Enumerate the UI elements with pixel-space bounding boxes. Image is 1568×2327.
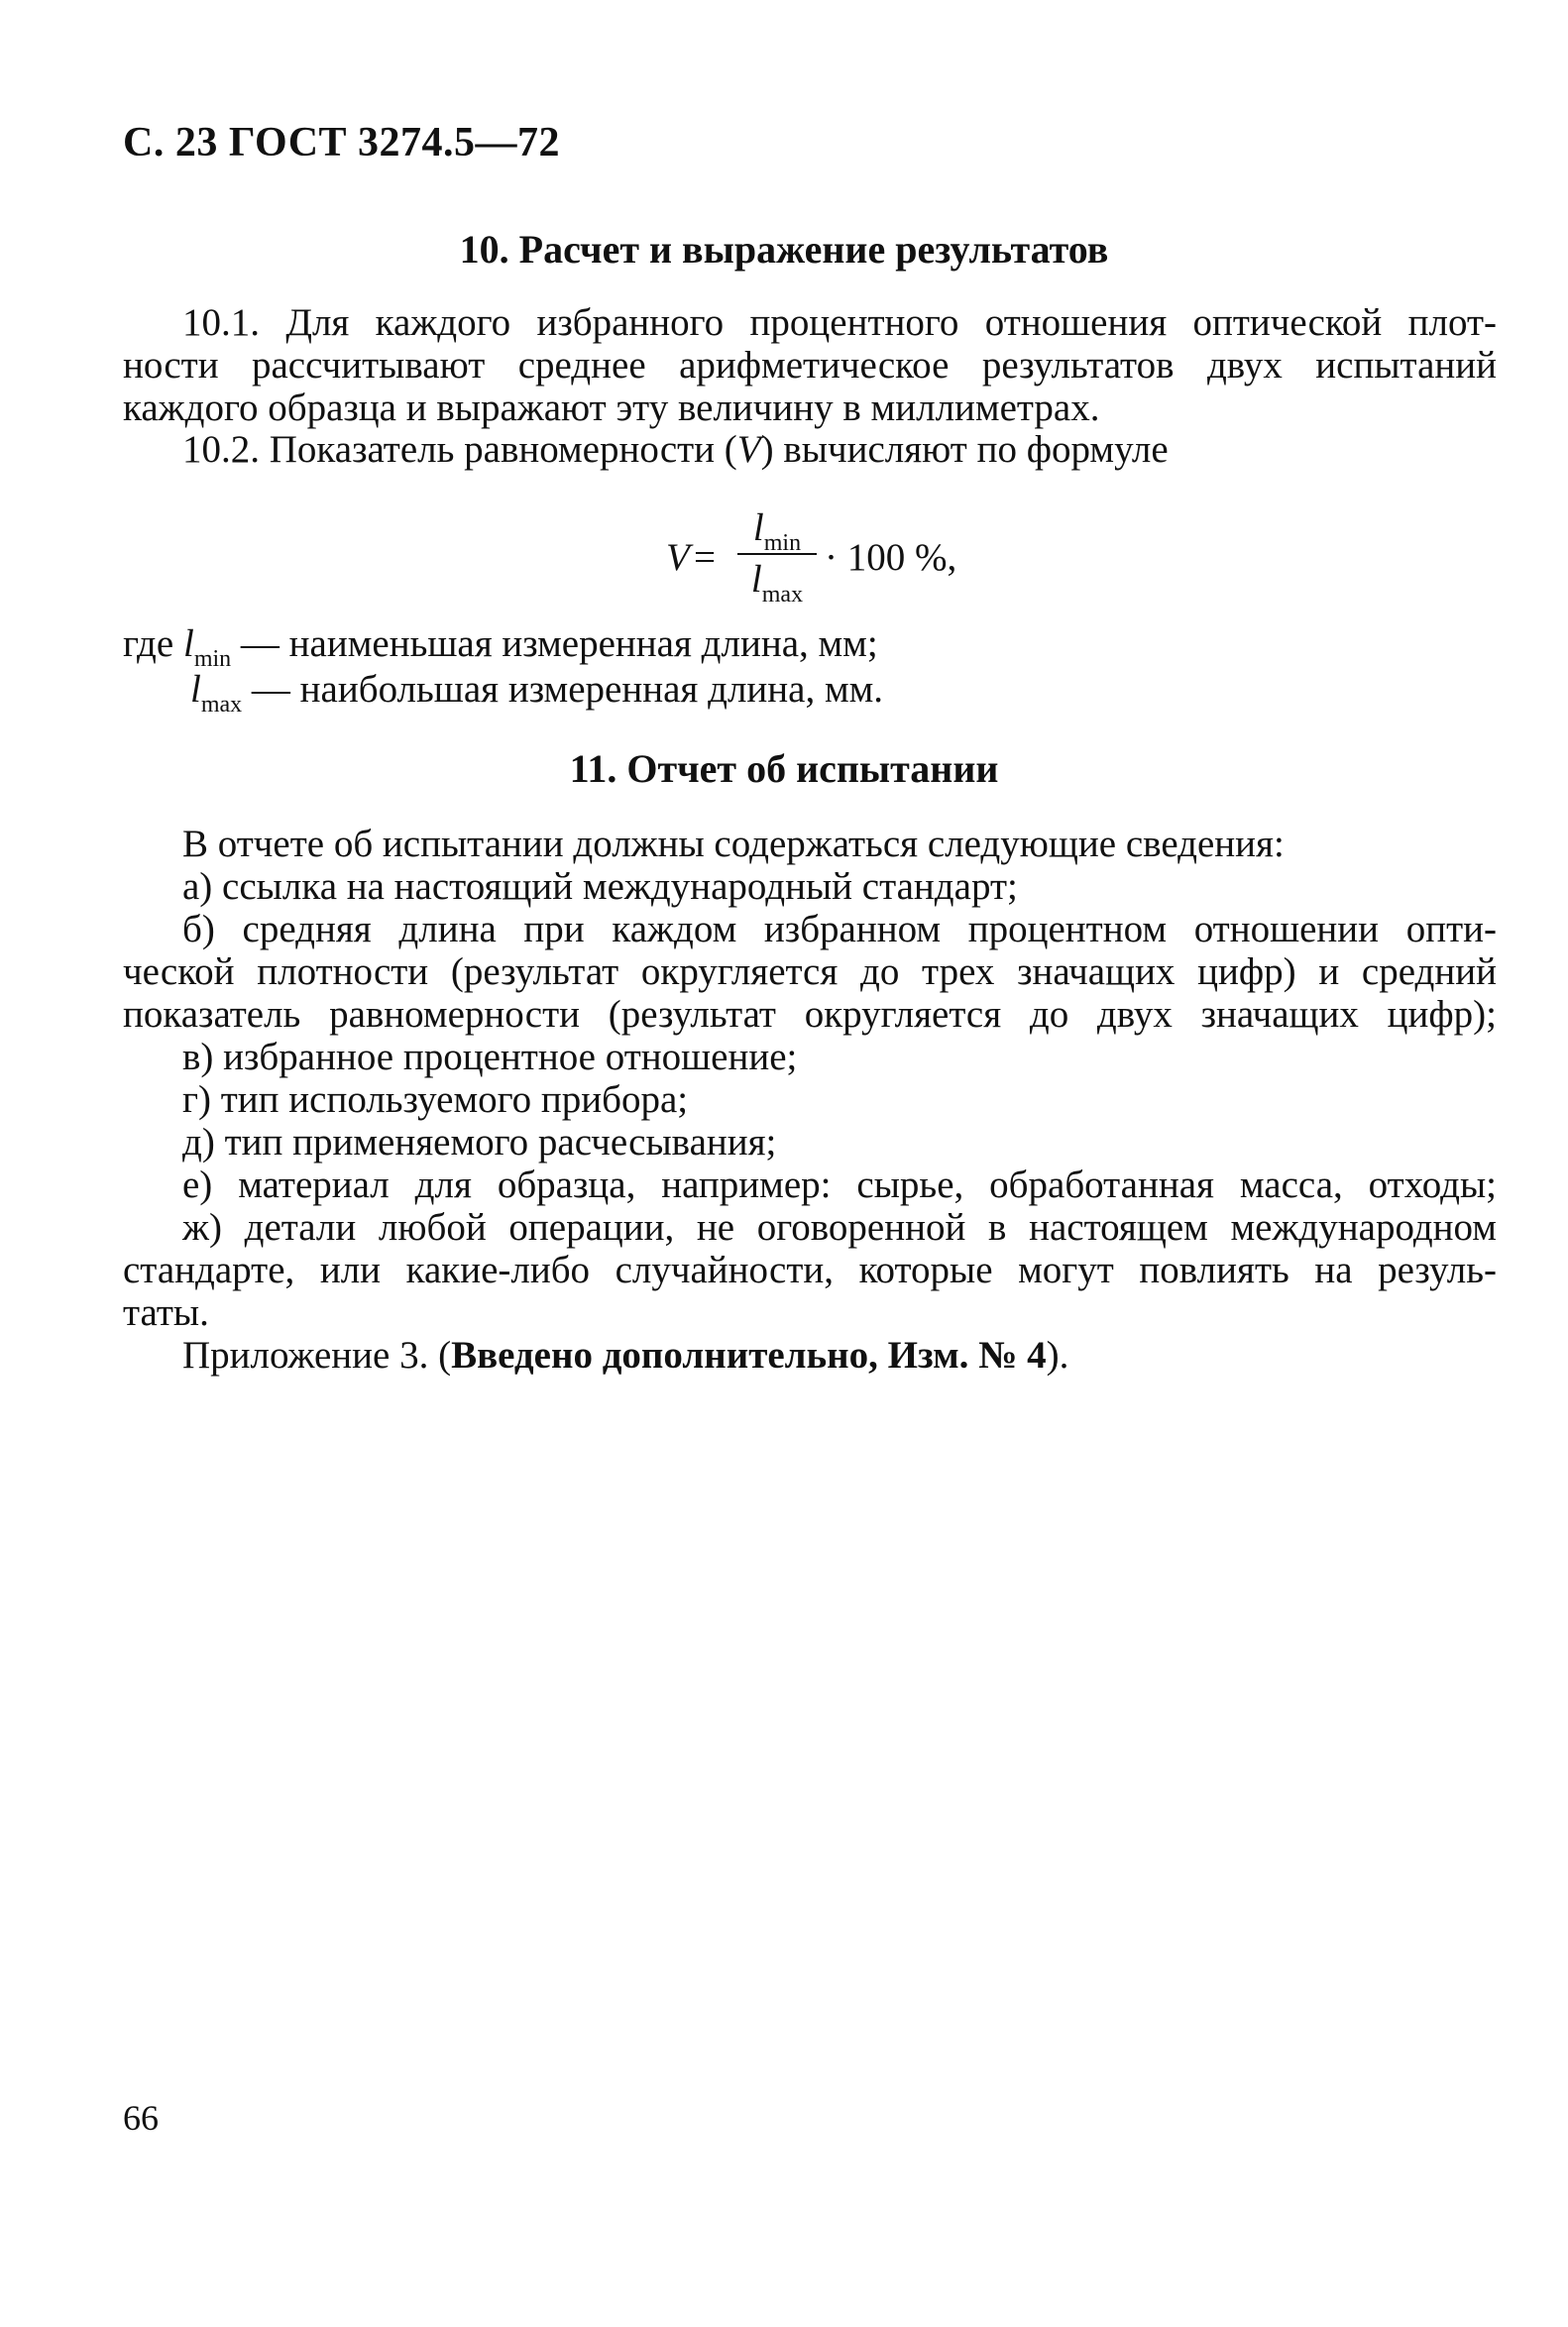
denominator-var: l (750, 558, 762, 601)
paragraph-line (123, 428, 1497, 471)
list-item: ж) детали любой операции, не оговоренной в настоящем международном (182, 1206, 1497, 1249)
section-11-title: 11. Отчет об испытании (569, 746, 999, 791)
where-var-max: l (190, 668, 201, 711)
where-sub-min: min (193, 646, 232, 672)
where-var-min: l (182, 622, 194, 665)
formula-lhs: V (666, 536, 690, 579)
paragraph-line: 10.1. Для каждого избранного процентного отношения оптической плот- (182, 301, 1497, 344)
list-item: а) ссылка на настоящий международный стандарт; (182, 865, 1018, 908)
formula-equals: = (694, 536, 716, 579)
where-line-max (190, 668, 883, 726)
formula-denominator (737, 558, 817, 608)
denominator-sub: max (761, 582, 804, 608)
paragraph-line: каждого образца и выражают эту величину в миллиметрах. (123, 387, 1100, 429)
section-10-title: 10. Расчет и выражение результатов (459, 227, 1109, 272)
paragraph-line: таты. (123, 1291, 209, 1334)
uniformity-formula (666, 507, 1023, 607)
where-sub-max: max (200, 692, 243, 718)
page-header: С. 23 ГОСТ 3274.5—72 (123, 120, 561, 166)
where-prefix: где (123, 622, 174, 665)
formula-multiplier: · 100 %, (825, 536, 957, 579)
appendix-prefix: Приложение 3. ( (182, 1334, 452, 1377)
formula-numerator (737, 506, 817, 556)
numerator-var: l (752, 506, 764, 549)
appendix-bold: Введено дополнительно, Изм. № 4 (451, 1334, 1047, 1377)
paragraph-10-2 (123, 428, 1497, 471)
appendix-note (123, 1334, 1497, 1377)
list-item: д) тип применяемого расчесывания; (182, 1121, 777, 1164)
list-item: в) избранное процентное отношение; (182, 1036, 798, 1078)
numerator-sub: min (763, 530, 802, 556)
where-text-max: — наибольшая измеренная длина, мм. (251, 668, 884, 711)
paragraph-text: 10.2. Показатель равномерности ( (182, 428, 737, 471)
paragraph-10-1 (123, 301, 1497, 429)
paragraph-text: ) вычисляют по формуле (760, 428, 1169, 471)
where-text-min: — наименьшая измеренная длина, мм; (240, 622, 878, 665)
variable-v: V (736, 428, 761, 471)
list-item: е) материал для образца, например: сырье, обработанная масса, отходы; (182, 1164, 1497, 1206)
appendix-suffix: ). (1046, 1334, 1069, 1377)
formula-fraction (737, 506, 817, 608)
paragraph-line: ности рассчитывают среднее арифметическое результатов двух испытаний (123, 344, 1497, 387)
paragraph-line: В отчете об испытании должны содержаться следующие сведения: (182, 823, 1285, 865)
paragraph-line: показатель равномерности (результат округляется до двух значащих цифр); (123, 993, 1497, 1036)
paragraph-line: ческой плотности (результат округляется до трех значащих цифр) и средний (123, 950, 1497, 993)
section-11-body (123, 823, 1497, 1377)
page-number: 66 (123, 2098, 159, 2138)
list-item: г) тип используемого прибора; (182, 1078, 689, 1121)
list-item: б) средняя длина при каждом избранном процентном отношении опти- (182, 908, 1497, 950)
paragraph-line: стандарте, или какие-либо случайности, которые могут повлиять на резуль- (123, 1249, 1497, 1291)
